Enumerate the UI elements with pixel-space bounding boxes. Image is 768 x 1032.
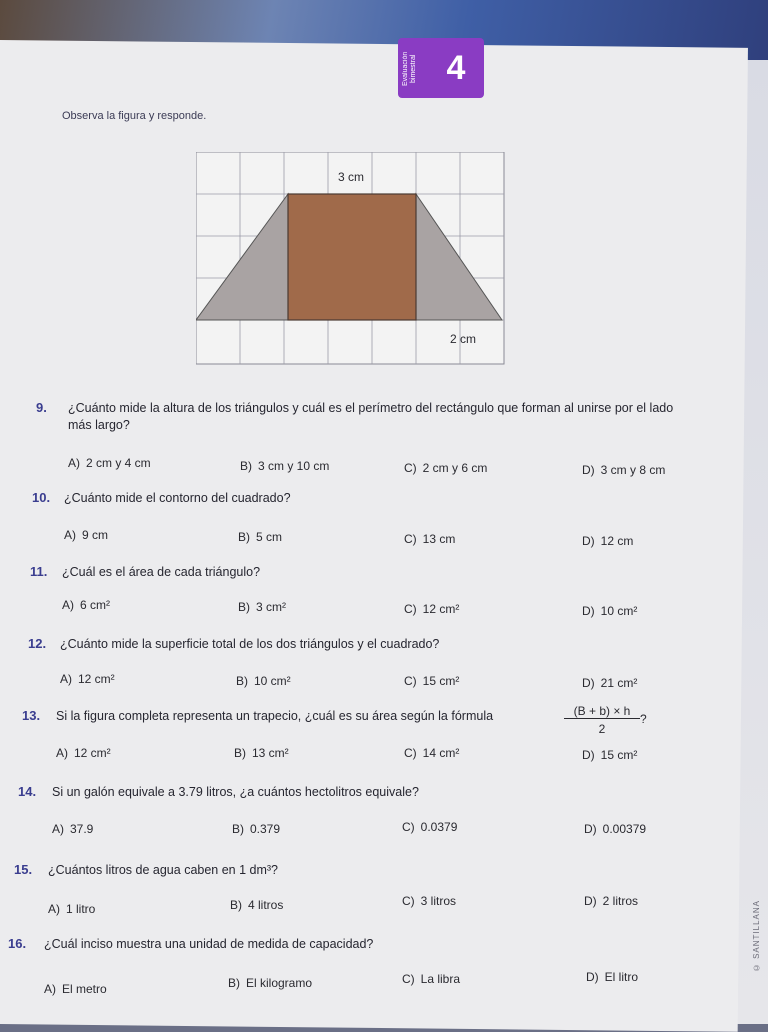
figure-bottom-label: 2 cm — [450, 332, 477, 346]
option-a[interactable] — [44, 982, 107, 996]
option-text: 12 cm² — [74, 746, 111, 760]
option-c[interactable] — [404, 746, 459, 760]
formula-numerator: (B + b) × h — [564, 704, 640, 719]
option-a[interactable] — [68, 456, 151, 470]
option-letter: B) — [228, 976, 240, 990]
question-12 — [14, 636, 694, 656]
option-b[interactable] — [236, 674, 291, 688]
option-d[interactable] — [582, 676, 637, 690]
option-text: 2 cm y 4 cm — [86, 456, 151, 470]
option-b[interactable] — [238, 530, 282, 544]
option-d[interactable] — [582, 748, 637, 762]
question-number: 16. — [8, 936, 27, 951]
option-letter: D) — [582, 463, 595, 477]
option-text: 13 cm² — [252, 746, 289, 760]
option-b[interactable] — [238, 600, 286, 614]
option-a[interactable] — [52, 822, 93, 836]
option-letter: C) — [402, 894, 415, 908]
formula-question-mark: ? — [640, 712, 647, 726]
question-text: ¿Cuánto mide la superficie total de los dos triángulos y el cuadrado? — [60, 637, 440, 651]
option-text: 1 litro — [66, 902, 96, 916]
option-a[interactable] — [60, 672, 115, 686]
question-16 — [8, 936, 694, 956]
question-10 — [14, 490, 694, 510]
question-text: ¿Cuánto mide el contorno del cuadrado? — [64, 491, 291, 505]
option-text: La libra — [420, 972, 461, 986]
formula-denominator: 2 — [598, 722, 606, 736]
option-text: 12 cm² — [78, 672, 115, 686]
option-letter: A) — [64, 528, 76, 542]
option-text: El litro — [604, 970, 639, 984]
option-letter: A) — [62, 598, 74, 612]
option-b[interactable] — [230, 898, 283, 912]
question-text: Si la figura completa representa un trapecio, ¿cuál es su área según la fórmula — [56, 709, 494, 723]
option-letter: B) — [230, 898, 242, 912]
option-text: 10 cm² — [600, 604, 638, 618]
question-text: Si un galón equivale a 3.79 litros, ¿a cuántos hectolitros equivale? — [52, 785, 419, 799]
trapezoid-figure — [196, 152, 506, 372]
option-text: 3 cm y 8 cm — [600, 463, 666, 477]
option-d[interactable] — [582, 463, 665, 477]
option-text: 2 litros — [602, 894, 639, 908]
option-text: 37.9 — [70, 822, 94, 836]
option-text: 0.00379 — [602, 822, 647, 836]
option-text: 14 cm² — [422, 746, 460, 760]
option-letter: B) — [234, 746, 246, 760]
option-text: 3 cm y 10 cm — [258, 459, 330, 473]
option-a[interactable] — [62, 598, 110, 612]
section-tab-label: Evaluación bimestral — [402, 51, 417, 87]
option-letter: D) — [582, 534, 595, 548]
option-c[interactable] — [402, 894, 456, 908]
option-text: 3 cm² — [256, 600, 286, 614]
option-c[interactable] — [402, 820, 457, 834]
option-text: El kilogramo — [246, 976, 313, 990]
question-number: 13. — [22, 708, 41, 723]
option-text: 15 cm² — [600, 748, 638, 762]
option-c[interactable] — [404, 674, 459, 688]
option-a[interactable] — [48, 902, 95, 916]
option-letter: D) — [582, 604, 595, 618]
question-number: 11. — [30, 564, 48, 579]
question-number: 9. — [36, 400, 47, 415]
question-number: 15. — [14, 862, 33, 877]
option-text: 12 cm² — [422, 602, 460, 616]
question-text: ¿Cuánto mide la altura de los triángulos y cuál es el perímetro del rectángulo que forman al unirse por el lado más largo? — [68, 401, 674, 432]
option-d[interactable] — [584, 822, 646, 836]
question-text: ¿Cuántos litros de agua caben en 1 dm³? — [48, 863, 278, 877]
option-letter: A) — [68, 456, 80, 470]
instructions: Observa la figura y responde. — [62, 110, 207, 122]
option-text: 3 litros — [420, 894, 457, 908]
question-15 — [14, 862, 694, 882]
question-number: 14. — [18, 784, 37, 799]
option-c[interactable] — [404, 602, 459, 616]
option-letter: B) — [232, 822, 244, 836]
option-letter: D) — [586, 970, 599, 984]
option-a[interactable] — [64, 528, 108, 542]
option-text: 9 cm — [82, 528, 109, 542]
option-text: 10 cm² — [254, 674, 291, 688]
question-text: ¿Cuál es el área de cada triángulo? — [62, 565, 261, 579]
option-text: 4 litros — [248, 898, 284, 912]
option-text: 0.379 — [250, 822, 281, 836]
option-c[interactable] — [404, 461, 487, 475]
option-letter: B) — [238, 530, 250, 544]
option-letter: C) — [404, 602, 417, 616]
option-text: 5 cm — [256, 530, 283, 544]
option-text: 21 cm² — [600, 676, 638, 690]
option-c[interactable] — [402, 972, 460, 986]
option-text: 15 cm² — [422, 674, 460, 688]
option-letter: B) — [236, 674, 248, 688]
option-letter: A) — [52, 822, 64, 836]
question-text: ¿Cuál inciso muestra una unidad de medida de capacidad? — [44, 937, 374, 951]
section-tab-number: 4 — [446, 49, 466, 87]
option-letter: A) — [48, 902, 60, 916]
option-letter: B) — [238, 600, 250, 614]
option-c[interactable] — [404, 532, 455, 546]
option-d[interactable] — [586, 970, 638, 984]
option-text: 0.0379 — [420, 820, 458, 834]
option-d[interactable] — [584, 894, 638, 908]
option-a[interactable] — [56, 746, 111, 760]
option-text: El metro — [62, 982, 107, 996]
question-11 — [14, 564, 694, 584]
figure-top-label: 3 cm — [338, 170, 365, 184]
option-letter: C) — [402, 972, 415, 986]
question-number: 10. — [32, 490, 51, 505]
option-b[interactable] — [240, 459, 329, 473]
option-d[interactable] — [582, 534, 633, 548]
option-letter: C) — [404, 674, 417, 688]
publisher-credit: © SANTILLANA — [752, 900, 761, 973]
option-letter: C) — [404, 461, 417, 475]
option-b[interactable] — [234, 746, 289, 760]
option-text: 13 cm — [422, 532, 456, 546]
option-letter: D) — [582, 748, 595, 762]
option-letter: D) — [584, 894, 597, 908]
option-letter: C) — [404, 746, 417, 760]
option-letter: A) — [60, 672, 72, 686]
option-letter: A) — [44, 982, 56, 996]
option-b[interactable] — [228, 976, 312, 990]
option-letter: C) — [404, 532, 417, 546]
option-letter: A) — [56, 746, 68, 760]
option-b[interactable] — [232, 822, 280, 836]
option-letter: D) — [584, 822, 597, 836]
option-text: 12 cm — [600, 534, 634, 548]
option-letter: D) — [582, 676, 595, 690]
option-text: 2 cm y 6 cm — [422, 461, 488, 475]
option-text: 6 cm² — [80, 598, 110, 612]
option-letter: B) — [240, 459, 252, 473]
option-d[interactable] — [582, 604, 637, 618]
question-number: 12. — [28, 636, 47, 651]
question-14 — [14, 784, 694, 804]
option-letter: C) — [402, 820, 415, 834]
center-rectangle — [288, 194, 416, 320]
